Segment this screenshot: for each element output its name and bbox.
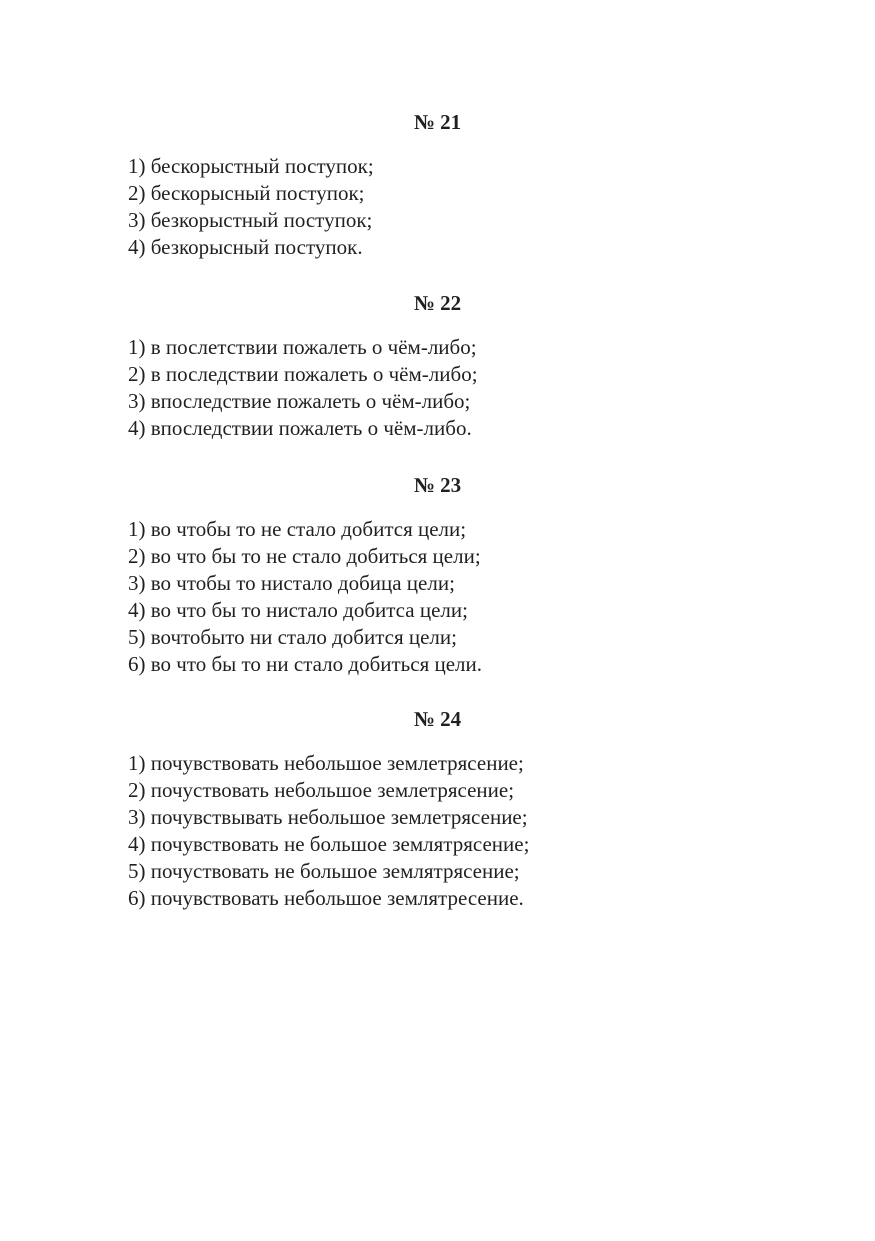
- task-number-text: № 24: [413, 707, 462, 731]
- answer-option: 4) впоследствии пожалеть о чём-либо.: [128, 416, 472, 440]
- answer-options: [128, 153, 374, 261]
- answer-option: 4) безкорысный поступок.: [128, 235, 363, 259]
- answer-option: 5) почуствовать не большое землятрясение;: [128, 859, 520, 883]
- answer-option: 3) почувствывать небольшое землетрясение;: [128, 805, 528, 829]
- task-number-text: № 21: [413, 110, 462, 134]
- task-number: [0, 473, 620, 497]
- answer-option: 2) почуствовать небольшое землетрясение;: [128, 778, 515, 802]
- task-number-text: № 23: [413, 473, 462, 497]
- answer-option: 2) бескорысный поступок;: [128, 181, 365, 205]
- answer-option: 3) во чтобы то нистало добица цели;: [128, 571, 455, 595]
- answer-option: 1) бескорыстный поступок;: [128, 154, 374, 178]
- answer-option: 6) почувствовать небольшое землятресение.: [128, 886, 524, 910]
- answer-option: 4) почувствовать не большое землятрясение;: [128, 832, 530, 856]
- answer-options: [128, 750, 529, 912]
- answer-option: 1) во чтобы то не стало добится цели;: [128, 517, 467, 541]
- answer-options: [128, 516, 482, 678]
- answer-option: 2) в последствии пожалеть о чём-либо;: [128, 362, 478, 386]
- answer-option: 1) в послетствии пожалеть о чём-либо;: [128, 335, 477, 359]
- answer-option: 3) безкорыстный поступок;: [128, 208, 373, 232]
- task-number: [0, 707, 620, 731]
- answer-options: [128, 334, 478, 442]
- answer-option: 1) почувствовать небольшое землетрясение;: [128, 751, 524, 775]
- answer-option: 3) впоследствие пожалеть о чём-либо;: [128, 389, 471, 413]
- task-number: [0, 110, 620, 134]
- task-number: [0, 291, 620, 315]
- answer-option: 6) во что бы то ни стало добиться цели.: [128, 652, 483, 676]
- answer-option: 5) вочтобыто ни стало добится цели;: [128, 625, 457, 649]
- answer-option: 2) во что бы то не стало добиться цели;: [128, 544, 481, 568]
- task-number-text: № 22: [413, 291, 462, 315]
- answer-option: 4) во что бы то нистало добитса цели;: [128, 598, 468, 622]
